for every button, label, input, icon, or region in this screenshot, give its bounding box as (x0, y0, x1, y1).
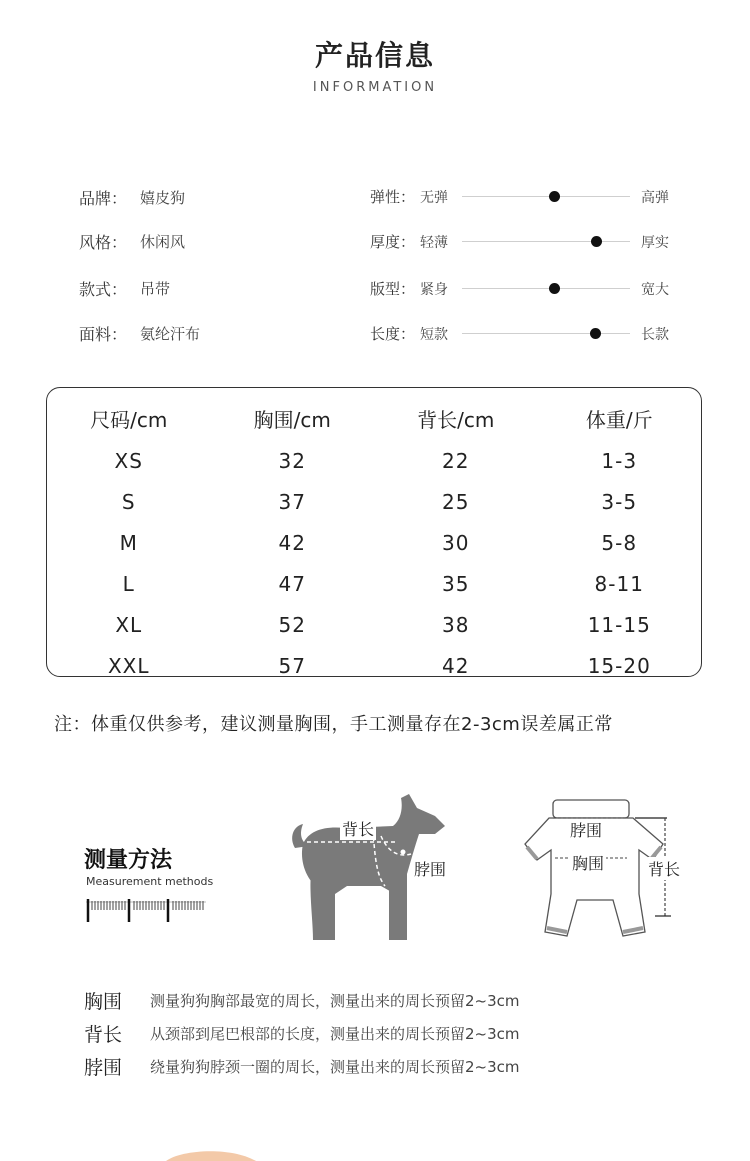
measurement-title: 测量方法 (84, 848, 173, 873)
size-table (47, 396, 701, 686)
size-cell: XXL (107, 653, 150, 678)
rating-elastic-label: 弹性： (370, 188, 416, 206)
attr-style-label: 风格： (79, 233, 128, 252)
garment-label-back: 背长 (648, 857, 680, 880)
rating-fit-label: 版型： (370, 280, 416, 298)
chest-cell: 57 (278, 653, 306, 678)
decorative-arc (160, 1148, 260, 1161)
size-header-size: 尺码/cm (90, 407, 168, 432)
chest-cell: 32 (278, 448, 306, 473)
rating-thickness-dot (591, 236, 602, 247)
size-cell: XL (115, 612, 143, 637)
chest-cell: 42 (278, 530, 306, 555)
dog-label-neck: 脖围 (414, 860, 447, 879)
page-subtitle: INFORMATION (312, 80, 438, 95)
legend-key-back: 背长 (84, 1024, 123, 1046)
ruler-icon (86, 896, 210, 924)
dog-label-chest: 胸围 (337, 902, 370, 921)
table-row (47, 522, 701, 563)
legend-desc-back: 从颈部到尾巴根部的长度，测量出来的周长预留2~3cm (150, 1025, 520, 1043)
table-row (47, 604, 701, 645)
attr-type-value: 吊带 (140, 280, 171, 298)
back-cell: 42 (442, 653, 470, 678)
rating-elastic-track (462, 196, 630, 197)
garment-label-neck: 脖围 (570, 821, 603, 840)
size-cell: L (122, 571, 135, 596)
back-cell: 30 (442, 530, 470, 555)
rating-fit-track (462, 288, 630, 289)
table-row (47, 563, 701, 604)
size-chart-box (46, 387, 702, 677)
back-cell: 38 (442, 612, 470, 637)
legend-key-neck: 脖围 (84, 1057, 123, 1079)
attr-fabric-value: 氨纶汗布 (140, 325, 201, 343)
rating-fit-max: 宽大 (641, 282, 669, 298)
weight-cell: 8-11 (594, 571, 644, 596)
legend-desc-chest: 测量狗狗胸部最宽的周长，测量出来的周长预留2~3cm (150, 992, 520, 1010)
weight-cell: 1-3 (601, 448, 638, 473)
garment-label-chest: 胸围 (570, 851, 606, 874)
back-cell: 22 (442, 448, 470, 473)
size-header-weight: 体重/斤 (585, 407, 653, 432)
page-title: 产品信息 (314, 39, 435, 72)
legend-key-chest: 胸围 (84, 991, 123, 1013)
size-cell: S (121, 489, 136, 514)
rating-thickness-min: 轻薄 (420, 235, 448, 251)
rating-length-max: 长款 (641, 327, 669, 343)
size-cell: M (119, 530, 138, 555)
weight-cell: 11-15 (587, 612, 651, 637)
legend-desc-neck: 绕量狗狗脖颈一圈的周长，测量出来的周长预留2~3cm (150, 1058, 520, 1076)
rating-thickness-label: 厚度： (370, 233, 416, 251)
rating-elastic-max: 高弹 (641, 190, 669, 206)
size-header-back: 背长/cm (417, 407, 495, 432)
rating-thickness-max: 厚实 (641, 235, 669, 251)
rating-fit-dot (549, 283, 560, 294)
chest-cell: 52 (278, 612, 306, 637)
weight-cell: 3-5 (601, 489, 638, 514)
table-row (47, 645, 701, 686)
size-table-header-row (47, 396, 701, 440)
rating-length-label: 长度： (370, 325, 416, 343)
rating-length-min: 短款 (420, 327, 448, 343)
attr-style-value: 休闲风 (140, 233, 186, 251)
table-row (47, 440, 701, 481)
attr-brand-value: 嬉皮狗 (140, 189, 186, 207)
chest-cell: 47 (278, 571, 306, 596)
rating-fit-min: 紧身 (420, 282, 448, 298)
back-cell: 25 (442, 489, 470, 514)
rating-elastic-min: 无弹 (420, 190, 448, 206)
size-note: 注：体重仅供参考，建议测量胸围，手工测量存在2-3cm误差属正常 (54, 714, 613, 735)
dog-label-back: 背长 (340, 817, 376, 840)
weight-cell: 15-20 (587, 653, 651, 678)
attr-fabric-label: 面料： (79, 325, 128, 344)
weight-cell: 5-8 (601, 530, 638, 555)
rating-length-track (462, 333, 630, 334)
chest-cell: 37 (278, 489, 306, 514)
back-cell: 35 (442, 571, 470, 596)
size-header-chest: 胸围/cm (253, 407, 331, 432)
attr-type-label: 款式： (79, 280, 128, 299)
attr-brand-label: 品牌： (79, 189, 128, 208)
rating-elastic-dot (549, 191, 560, 202)
rating-thickness-track (462, 241, 630, 242)
rating-length-dot (590, 328, 601, 339)
table-row (47, 481, 701, 522)
size-cell: XS (114, 448, 143, 473)
measurement-subtitle: Measurement methods (86, 875, 214, 888)
